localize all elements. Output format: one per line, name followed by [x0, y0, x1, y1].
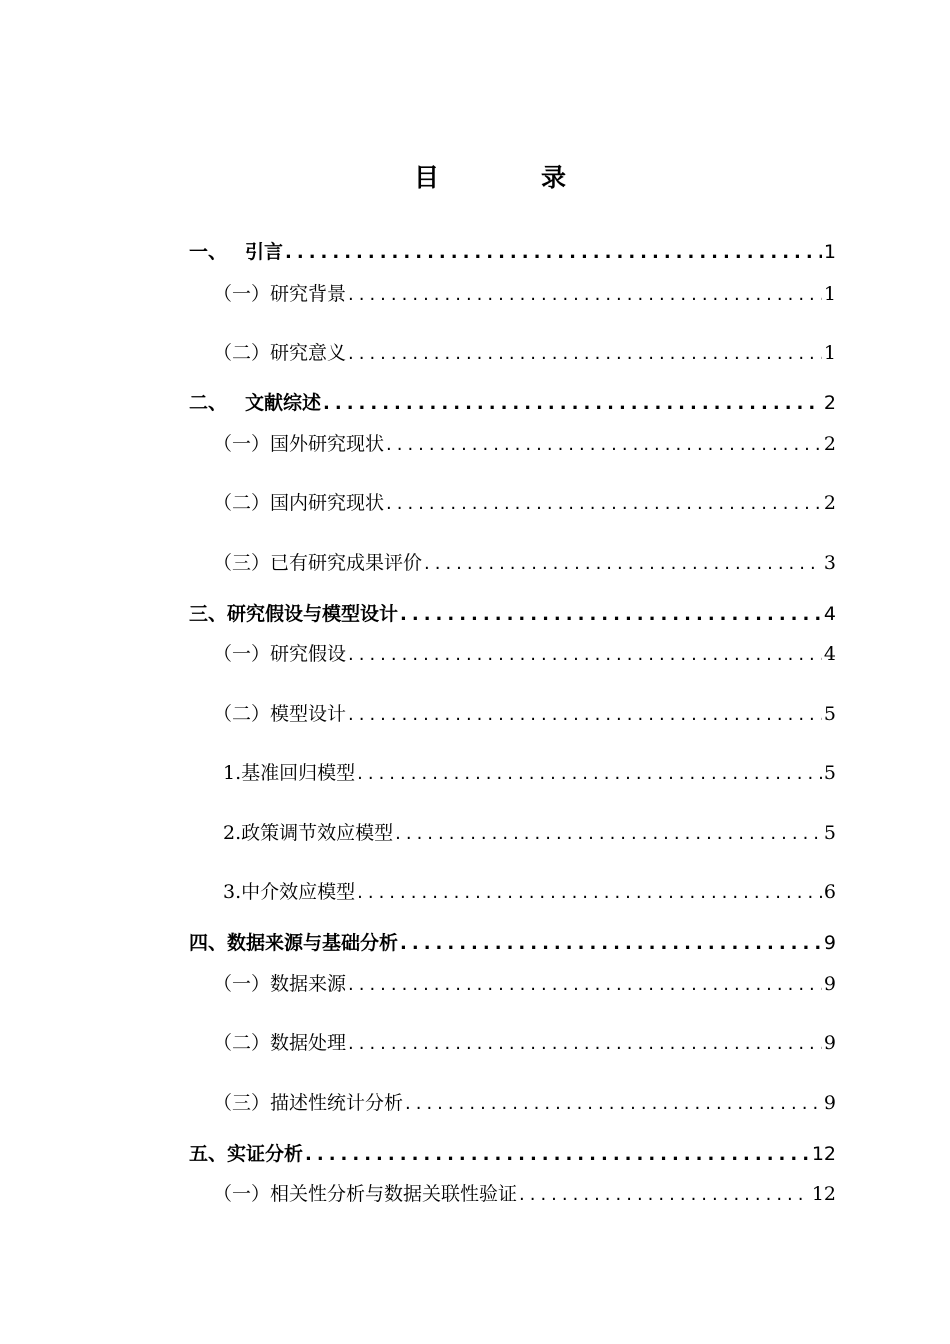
page-number: 12 [811, 1183, 836, 1205]
toc-entry-section[interactable] [213, 699, 836, 729]
section-title: （二）国内研究现状 [213, 492, 385, 514]
page-number: 5 [823, 703, 836, 725]
page-number: 1 [823, 283, 836, 305]
toc-entry-section[interactable] [213, 429, 836, 459]
toc-entry-subsection[interactable] [223, 877, 836, 907]
page-number: 2 [823, 433, 836, 455]
page-number: 5 [823, 762, 836, 784]
chapter-number: 一、 [189, 241, 228, 263]
page-number: 4 [823, 603, 836, 625]
chapter-title: 数据来源与基础分析 [227, 932, 399, 954]
toc-entry-chapter-1[interactable] [189, 237, 836, 267]
page-number: 3 [823, 552, 836, 574]
toc-entry-label [189, 928, 398, 958]
page-number: 5 [823, 822, 836, 844]
section-title: （一）相关性分析与数据关联性验证 [213, 1183, 518, 1205]
dot-leader [405, 1089, 822, 1119]
chapter-number: 四、 [189, 932, 228, 954]
dot-leader [400, 600, 822, 630]
section-title: （三）描述性统计分析 [213, 1092, 404, 1114]
chapter-number: 五、 [189, 1143, 228, 1165]
toc-entry-chapter-3[interactable] [189, 599, 836, 629]
dot-leader [348, 1029, 822, 1059]
chapter-title: 研究假设与模型设计 [227, 603, 399, 625]
section-title: （二）模型设计 [213, 703, 347, 725]
page-number: 9 [823, 932, 836, 954]
page-number: 4 [823, 643, 836, 665]
section-title: （二）数据处理 [213, 1032, 347, 1054]
page-number: 9 [823, 973, 836, 995]
page-number: 2 [823, 492, 836, 514]
dot-leader [323, 389, 822, 419]
chapter-title: 实证分析 [227, 1143, 304, 1165]
dot-leader [348, 640, 822, 670]
dot-leader [400, 929, 822, 959]
dot-leader [395, 819, 822, 849]
toc-entry-label [189, 599, 398, 629]
page-number: 1 [823, 342, 836, 364]
toc-entry-section[interactable] [213, 969, 836, 999]
toc-entry-section[interactable] [213, 338, 836, 368]
subsection-title: 2.政策调节效应模型 [223, 822, 394, 844]
dot-leader [424, 549, 822, 579]
chapter-number: 三、 [189, 603, 228, 625]
page-number: 12 [811, 1143, 836, 1165]
toc-title-char-1: 目 [414, 163, 440, 192]
subsection-title: 1.基准回归模型 [223, 762, 356, 784]
section-title: （一）数据来源 [213, 973, 347, 995]
toc-entry-subsection[interactable] [223, 758, 836, 788]
toc-title-char-2: 录 [541, 163, 567, 192]
toc-entry-chapter-4[interactable] [189, 928, 836, 958]
toc-entry-section[interactable] [213, 488, 836, 518]
section-title: （二）研究意义 [213, 342, 347, 364]
toc-entry-section[interactable] [213, 548, 836, 578]
dot-leader [386, 430, 822, 460]
subsection-title: 3.中介效应模型 [223, 881, 356, 903]
toc-entry-section[interactable] [213, 1179, 836, 1209]
page-number: 1 [823, 241, 836, 263]
dot-leader [519, 1180, 810, 1210]
toc-entry-section[interactable] [213, 639, 836, 669]
dot-leader [348, 280, 822, 310]
dot-leader [285, 238, 822, 268]
toc-entry-label [189, 1139, 303, 1169]
dot-leader [348, 339, 822, 369]
toc-entry-section[interactable] [213, 279, 836, 309]
section-title: （一）国外研究现状 [213, 433, 385, 455]
dot-leader [357, 759, 822, 789]
page-number: 6 [823, 881, 836, 903]
toc-entry-label [189, 237, 283, 267]
toc-entry-label [189, 388, 321, 418]
toc-entry-chapter-5[interactable] [189, 1139, 836, 1169]
page-number: 9 [823, 1092, 836, 1114]
page-number: 9 [823, 1032, 836, 1054]
dot-leader [386, 489, 822, 519]
section-title: （一）研究假设 [213, 643, 347, 665]
chapter-number: 二、 [189, 392, 228, 414]
section-title: （三）已有研究成果评价 [213, 552, 423, 574]
chapter-title: 文献综述 [245, 392, 322, 414]
section-title: （一）研究背景 [213, 283, 347, 305]
dot-leader [348, 970, 822, 1000]
toc-entry-section[interactable] [213, 1088, 836, 1118]
dot-leader [357, 878, 822, 908]
toc-entry-section[interactable] [213, 1028, 836, 1058]
toc-entry-chapter-2[interactable] [189, 388, 836, 418]
toc-entry-subsection[interactable] [223, 818, 836, 848]
dot-leader [305, 1140, 810, 1170]
chapter-title: 引言 [245, 241, 284, 263]
dot-leader [348, 700, 822, 730]
page-number: 2 [823, 392, 836, 414]
